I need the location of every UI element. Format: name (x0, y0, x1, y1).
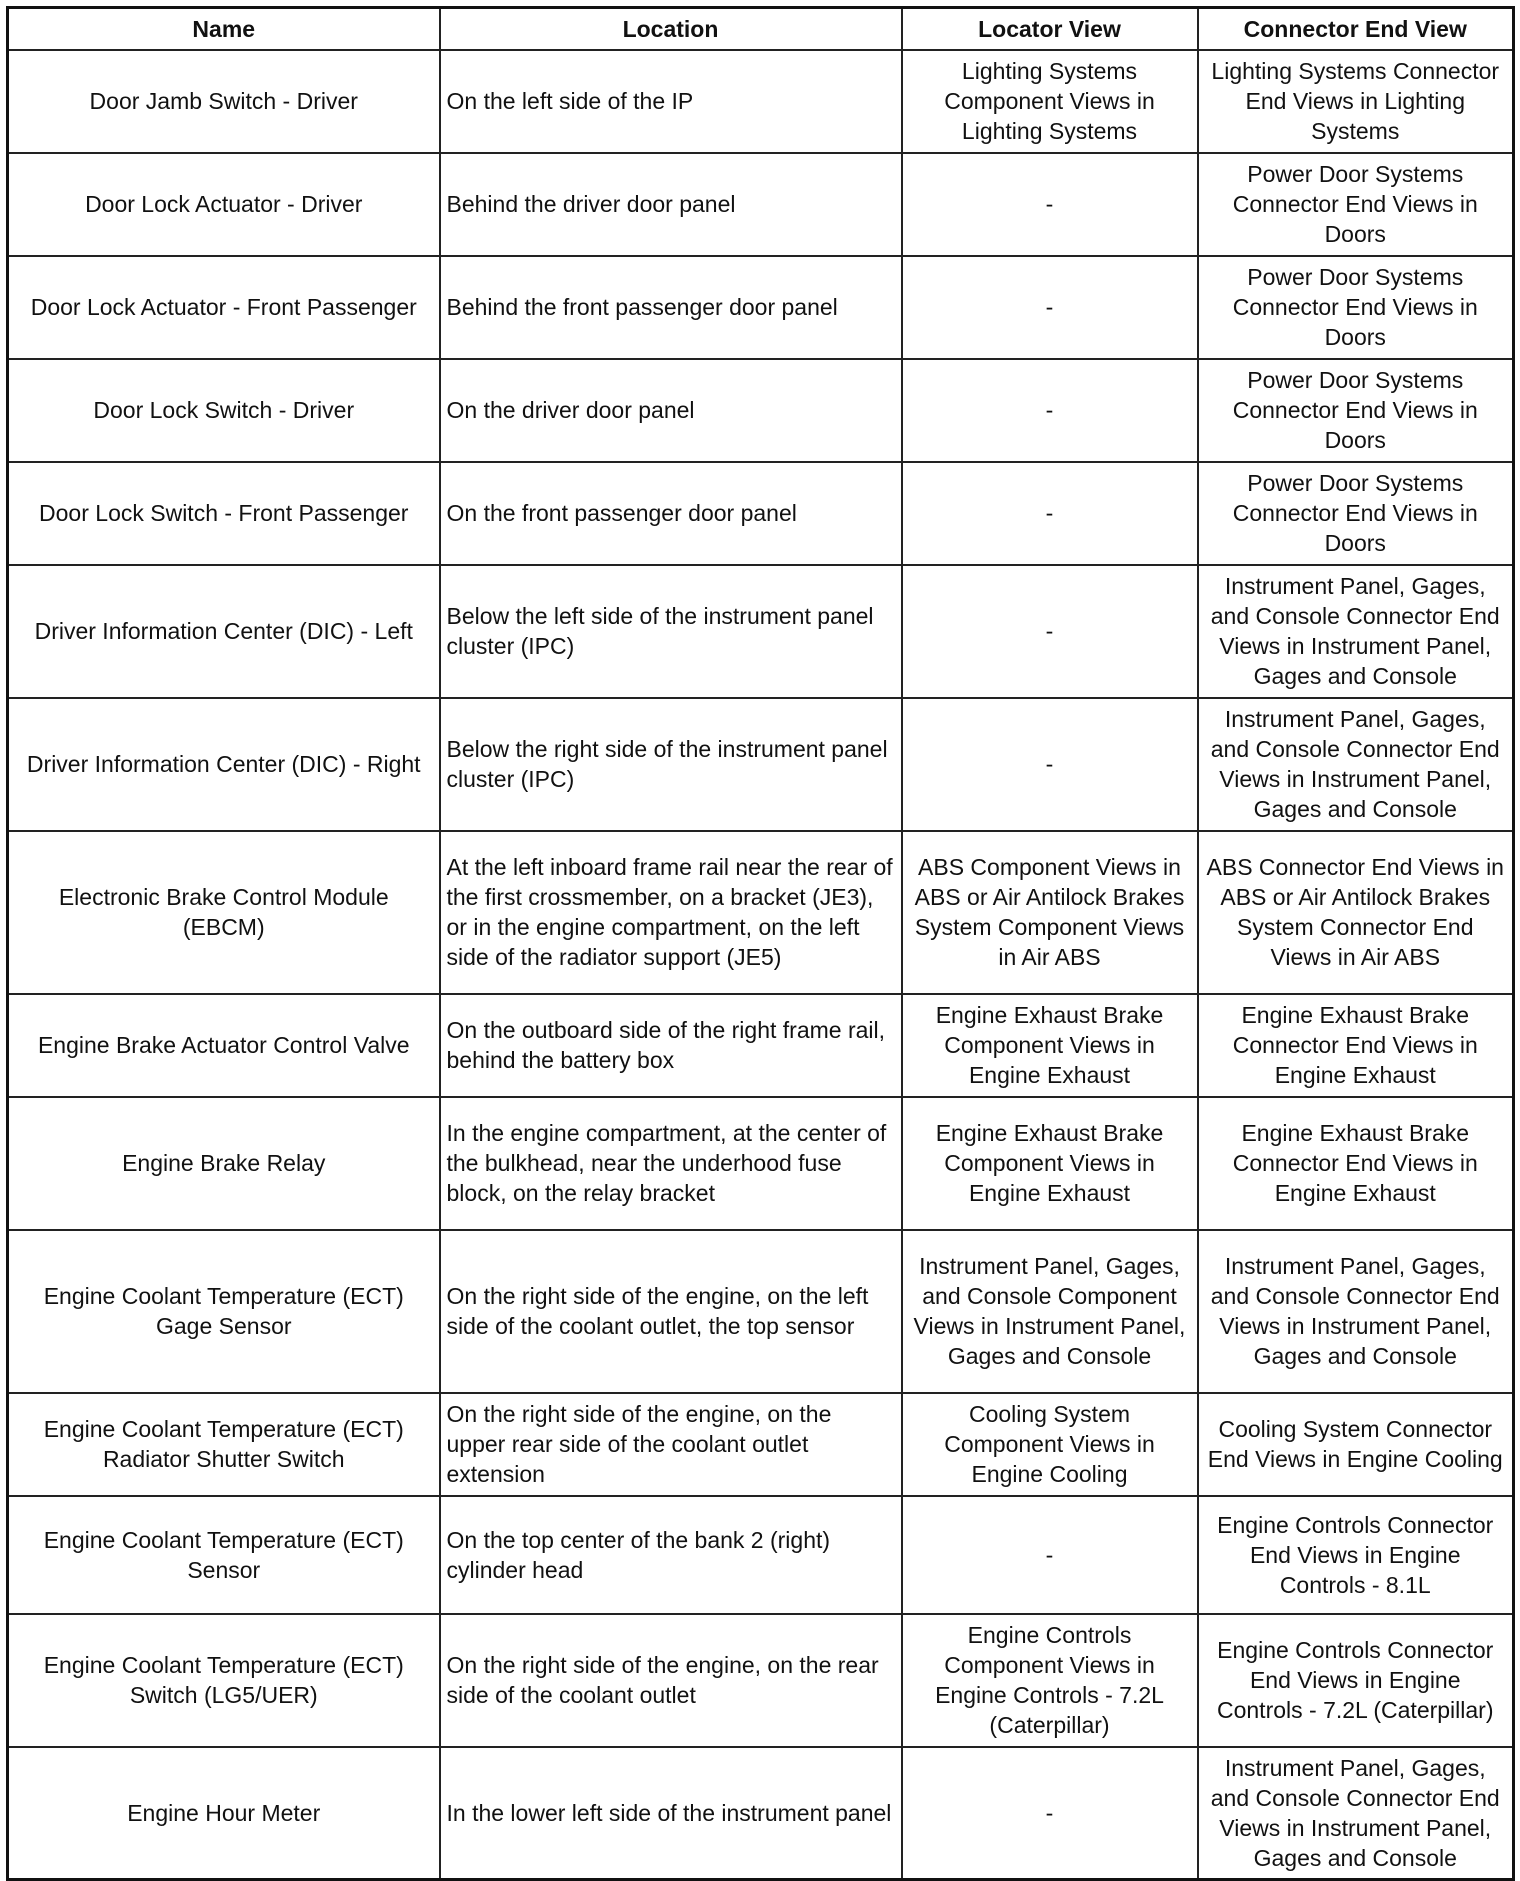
cell-location: In the lower left side of the instrument panel (440, 1747, 902, 1880)
cell-locator-view: - (902, 1496, 1198, 1614)
cell-name: Electronic Brake Control Module (EBCM) (8, 831, 440, 994)
cell-location: At the left inboard frame rail near the rear of the first crossmember, on a bracket (JE3), or in the engine compartment, on the left side of the radiator support (JE5) (440, 831, 902, 994)
header-locator-view: Locator View (902, 8, 1198, 50)
cell-name: Engine Brake Relay (8, 1097, 440, 1230)
table-row (8, 1230, 1514, 1393)
cell-connector-end-view: Power Door Systems Connector End Views in Doors (1198, 462, 1514, 565)
cell-connector-end-view: Power Door Systems Connector End Views in Doors (1198, 256, 1514, 359)
cell-location: On the right side of the engine, on the left side of the coolant outlet, the top sensor (440, 1230, 902, 1393)
table-row (8, 462, 1514, 565)
cell-locator-view: Lighting Systems Component Views in Lighting Systems (902, 50, 1198, 153)
cell-location: Below the right side of the instrument panel cluster (IPC) (440, 698, 902, 831)
table-row (8, 50, 1514, 153)
cell-name: Door Lock Actuator - Driver (8, 153, 440, 256)
cell-connector-end-view: Engine Controls Connector End Views in Engine Controls - 7.2L (Caterpillar) (1198, 1614, 1514, 1747)
cell-location: On the top center of the bank 2 (right) cylinder head (440, 1496, 902, 1614)
cell-name: Engine Hour Meter (8, 1747, 440, 1880)
cell-connector-end-view: Lighting Systems Connector End Views in Lighting Systems (1198, 50, 1514, 153)
cell-locator-view: Engine Exhaust Brake Component Views in Engine Exhaust (902, 994, 1198, 1097)
cell-location: Behind the front passenger door panel (440, 256, 902, 359)
cell-locator-view: - (902, 1747, 1198, 1880)
cell-locator-view: Instrument Panel, Gages, and Console Component Views in Instrument Panel, Gages and Console (902, 1230, 1198, 1393)
table-row (8, 698, 1514, 831)
table-row (8, 1614, 1514, 1747)
cell-connector-end-view: Cooling System Connector End Views in Engine Cooling (1198, 1393, 1514, 1496)
table-row (8, 565, 1514, 698)
table-row (8, 994, 1514, 1097)
cell-locator-view: - (902, 698, 1198, 831)
cell-connector-end-view: Instrument Panel, Gages, and Console Connector End Views in Instrument Panel, Gages and Console (1198, 1230, 1514, 1393)
cell-name: Engine Coolant Temperature (ECT) Sensor (8, 1496, 440, 1614)
cell-name: Door Lock Switch - Driver (8, 359, 440, 462)
cell-name: Engine Coolant Temperature (ECT) Gage Sensor (8, 1230, 440, 1393)
table-row (8, 1393, 1514, 1496)
cell-location: In the engine compartment, at the center of the bulkhead, near the underhood fuse block, on the relay bracket (440, 1097, 902, 1230)
cell-locator-view: - (902, 565, 1198, 698)
cell-location: Behind the driver door panel (440, 153, 902, 256)
cell-locator-view: - (902, 462, 1198, 565)
cell-location: Below the left side of the instrument panel cluster (IPC) (440, 565, 902, 698)
cell-connector-end-view: Engine Controls Connector End Views in Engine Controls - 8.1L (1198, 1496, 1514, 1614)
cell-name: Door Lock Switch - Front Passenger (8, 462, 440, 565)
cell-locator-view: - (902, 359, 1198, 462)
cell-name: Engine Coolant Temperature (ECT) Switch (LG5/UER) (8, 1614, 440, 1747)
cell-connector-end-view: Power Door Systems Connector End Views in Doors (1198, 153, 1514, 256)
table-row (8, 1496, 1514, 1614)
cell-name: Door Lock Actuator - Front Passenger (8, 256, 440, 359)
cell-name: Engine Coolant Temperature (ECT) Radiator Shutter Switch (8, 1393, 440, 1496)
cell-name: Engine Brake Actuator Control Valve (8, 994, 440, 1097)
table-row (8, 831, 1514, 994)
header-name: Name (8, 8, 440, 50)
table-row (8, 359, 1514, 462)
table-body (8, 50, 1514, 1880)
cell-locator-view: Engine Exhaust Brake Component Views in Engine Exhaust (902, 1097, 1198, 1230)
cell-locator-view: - (902, 256, 1198, 359)
cell-connector-end-view: Instrument Panel, Gages, and Console Connector End Views in Instrument Panel, Gages and Console (1198, 1747, 1514, 1880)
cell-name: Driver Information Center (DIC) - Left (8, 565, 440, 698)
cell-location: On the right side of the engine, on the rear side of the coolant outlet (440, 1614, 902, 1747)
cell-locator-view: ABS Component Views in ABS or Air Antilock Brakes System Component Views in Air ABS (902, 831, 1198, 994)
cell-location: On the right side of the engine, on the upper rear side of the coolant outlet extension (440, 1393, 902, 1496)
cell-connector-end-view: Instrument Panel, Gages, and Console Connector End Views in Instrument Panel, Gages and Console (1198, 698, 1514, 831)
cell-locator-view: Engine Controls Component Views in Engine Controls - 7.2L (Caterpillar) (902, 1614, 1198, 1747)
cell-name: Driver Information Center (DIC) - Right (8, 698, 440, 831)
cell-location: On the front passenger door panel (440, 462, 902, 565)
cell-connector-end-view: Engine Exhaust Brake Connector End Views in Engine Exhaust (1198, 1097, 1514, 1230)
cell-connector-end-view: Engine Exhaust Brake Connector End Views in Engine Exhaust (1198, 994, 1514, 1097)
cell-location: On the left side of the IP (440, 50, 902, 153)
cell-location: On the driver door panel (440, 359, 902, 462)
cell-connector-end-view: Power Door Systems Connector End Views in Doors (1198, 359, 1514, 462)
cell-name: Door Jamb Switch - Driver (8, 50, 440, 153)
header-connector-end-view: Connector End View (1198, 8, 1514, 50)
component-location-table (6, 6, 1515, 1881)
cell-location: On the outboard side of the right frame rail, behind the battery box (440, 994, 902, 1097)
header-row (8, 8, 1514, 50)
table-row (8, 153, 1514, 256)
cell-connector-end-view: Instrument Panel, Gages, and Console Connector End Views in Instrument Panel, Gages and Console (1198, 565, 1514, 698)
cell-locator-view: - (902, 153, 1198, 256)
cell-connector-end-view: ABS Connector End Views in ABS or Air Antilock Brakes System Connector End Views in Air ABS (1198, 831, 1514, 994)
header-location: Location (440, 8, 902, 50)
table-row (8, 256, 1514, 359)
cell-locator-view: Cooling System Component Views in Engine Cooling (902, 1393, 1198, 1496)
table-row (8, 1097, 1514, 1230)
